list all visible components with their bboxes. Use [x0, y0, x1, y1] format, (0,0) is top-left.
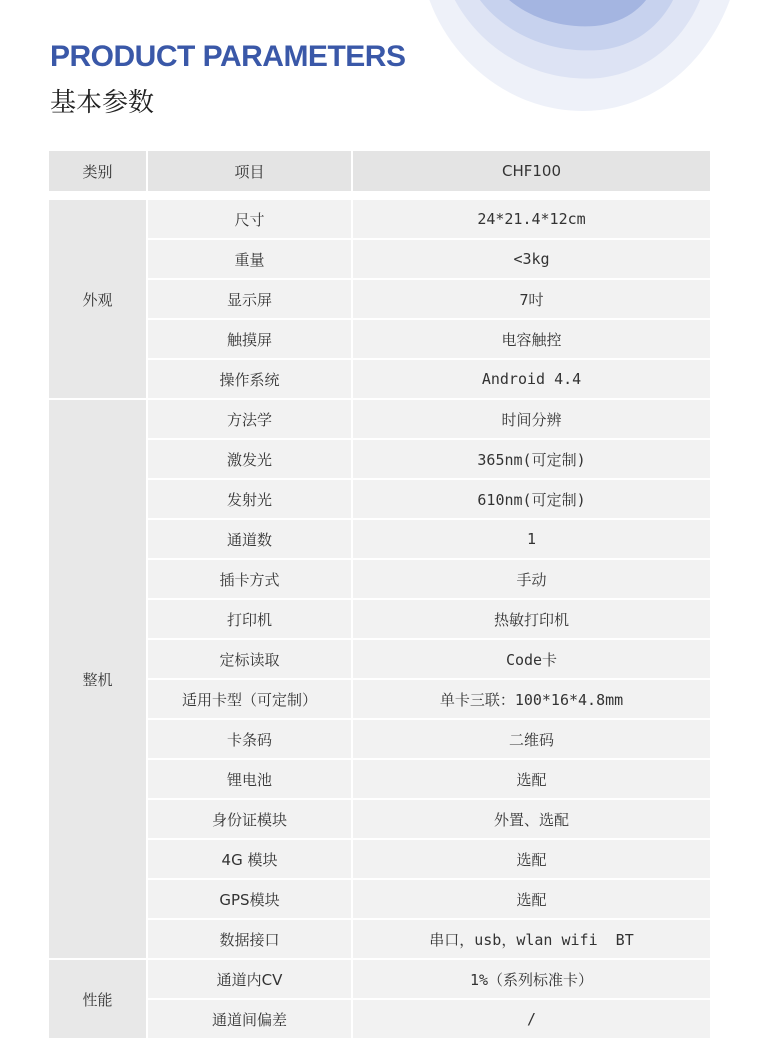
item-cell: 尺寸 — [148, 200, 353, 240]
value-cell: 1%（系列标准卡） — [353, 960, 710, 1000]
item-cell: 触摸屏 — [148, 320, 353, 360]
item-cell: 身份证模块 — [148, 800, 353, 840]
item-cell: 通道间偏差 — [148, 1000, 353, 1040]
item-cell: 重量 — [148, 240, 353, 280]
table-row — [49, 840, 710, 880]
table-row — [49, 280, 710, 320]
value-cell: 365nm(可定制) — [353, 440, 710, 480]
item-cell: 方法学 — [148, 400, 353, 440]
column-header-item: 项目 — [148, 151, 353, 191]
page-title-chinese: 基本参数 — [50, 88, 155, 118]
table-row — [49, 440, 710, 480]
table-row — [49, 920, 710, 960]
value-cell: Code卡 — [353, 640, 710, 680]
value-cell: 选配 — [353, 760, 710, 800]
value-cell: 电容触控 — [353, 320, 710, 360]
item-cell: 数据接口 — [148, 920, 353, 960]
value-cell: 选配 — [353, 840, 710, 880]
item-cell: GPS模块 — [148, 880, 353, 920]
table-row — [49, 680, 710, 720]
table-row — [49, 760, 710, 800]
decorative-blob-graphic — [400, 0, 740, 130]
category-cell: 外观 — [49, 200, 148, 400]
table-row — [49, 520, 710, 560]
table-row — [49, 320, 710, 360]
item-cell: 发射光 — [148, 480, 353, 520]
page-title-english: PRODUCT PARAMETERS — [50, 40, 406, 73]
item-cell: 通道内CV — [148, 960, 353, 1000]
item-cell: 适用卡型（可定制） — [148, 680, 353, 720]
table-row — [49, 360, 710, 400]
table-row — [49, 1000, 710, 1040]
value-cell: 热敏打印机 — [353, 600, 710, 640]
table-header-row — [49, 151, 710, 191]
table-row — [49, 600, 710, 640]
value-cell: <3kg — [353, 240, 710, 280]
value-cell: 外置、选配 — [353, 800, 710, 840]
value-cell: 1 — [353, 520, 710, 560]
item-cell: 卡条码 — [148, 720, 353, 760]
value-cell: 24*21.4*12cm — [353, 200, 710, 240]
item-cell: 4G 模块 — [148, 840, 353, 880]
value-cell: 选配 — [353, 880, 710, 920]
value-cell: 时间分辨 — [353, 400, 710, 440]
column-header-model: CHF100 — [353, 151, 710, 191]
item-cell: 通道数 — [148, 520, 353, 560]
column-header-category: 类别 — [49, 151, 148, 191]
table-row — [49, 640, 710, 680]
category-cell: 整机 — [49, 400, 148, 960]
item-cell: 激发光 — [148, 440, 353, 480]
item-cell: 插卡方式 — [148, 560, 353, 600]
item-cell: 操作系统 — [148, 360, 353, 400]
table-row — [49, 400, 710, 440]
table-row — [49, 480, 710, 520]
category-cell: 性能 — [49, 960, 148, 1040]
table-row — [49, 720, 710, 760]
table-row — [49, 240, 710, 280]
table-row — [49, 800, 710, 840]
table-row — [49, 960, 710, 1000]
table-row — [49, 880, 710, 920]
table-body — [49, 191, 710, 1040]
value-cell: / — [353, 1000, 710, 1040]
item-cell: 定标读取 — [148, 640, 353, 680]
table-row — [49, 200, 710, 240]
value-cell: 串口，usb，wlan wifi BT — [353, 920, 710, 960]
value-cell: Android 4.4 — [353, 360, 710, 400]
table-row — [49, 560, 710, 600]
value-cell: 二维码 — [353, 720, 710, 760]
value-cell: 手动 — [353, 560, 710, 600]
item-cell: 显示屏 — [148, 280, 353, 320]
value-cell: 610nm(可定制) — [353, 480, 710, 520]
item-cell: 打印机 — [148, 600, 353, 640]
value-cell: 7吋 — [353, 280, 710, 320]
item-cell: 锂电池 — [148, 760, 353, 800]
parameters-table — [49, 151, 710, 1040]
value-cell: 单卡三联：100*16*4.8mm — [353, 680, 710, 720]
